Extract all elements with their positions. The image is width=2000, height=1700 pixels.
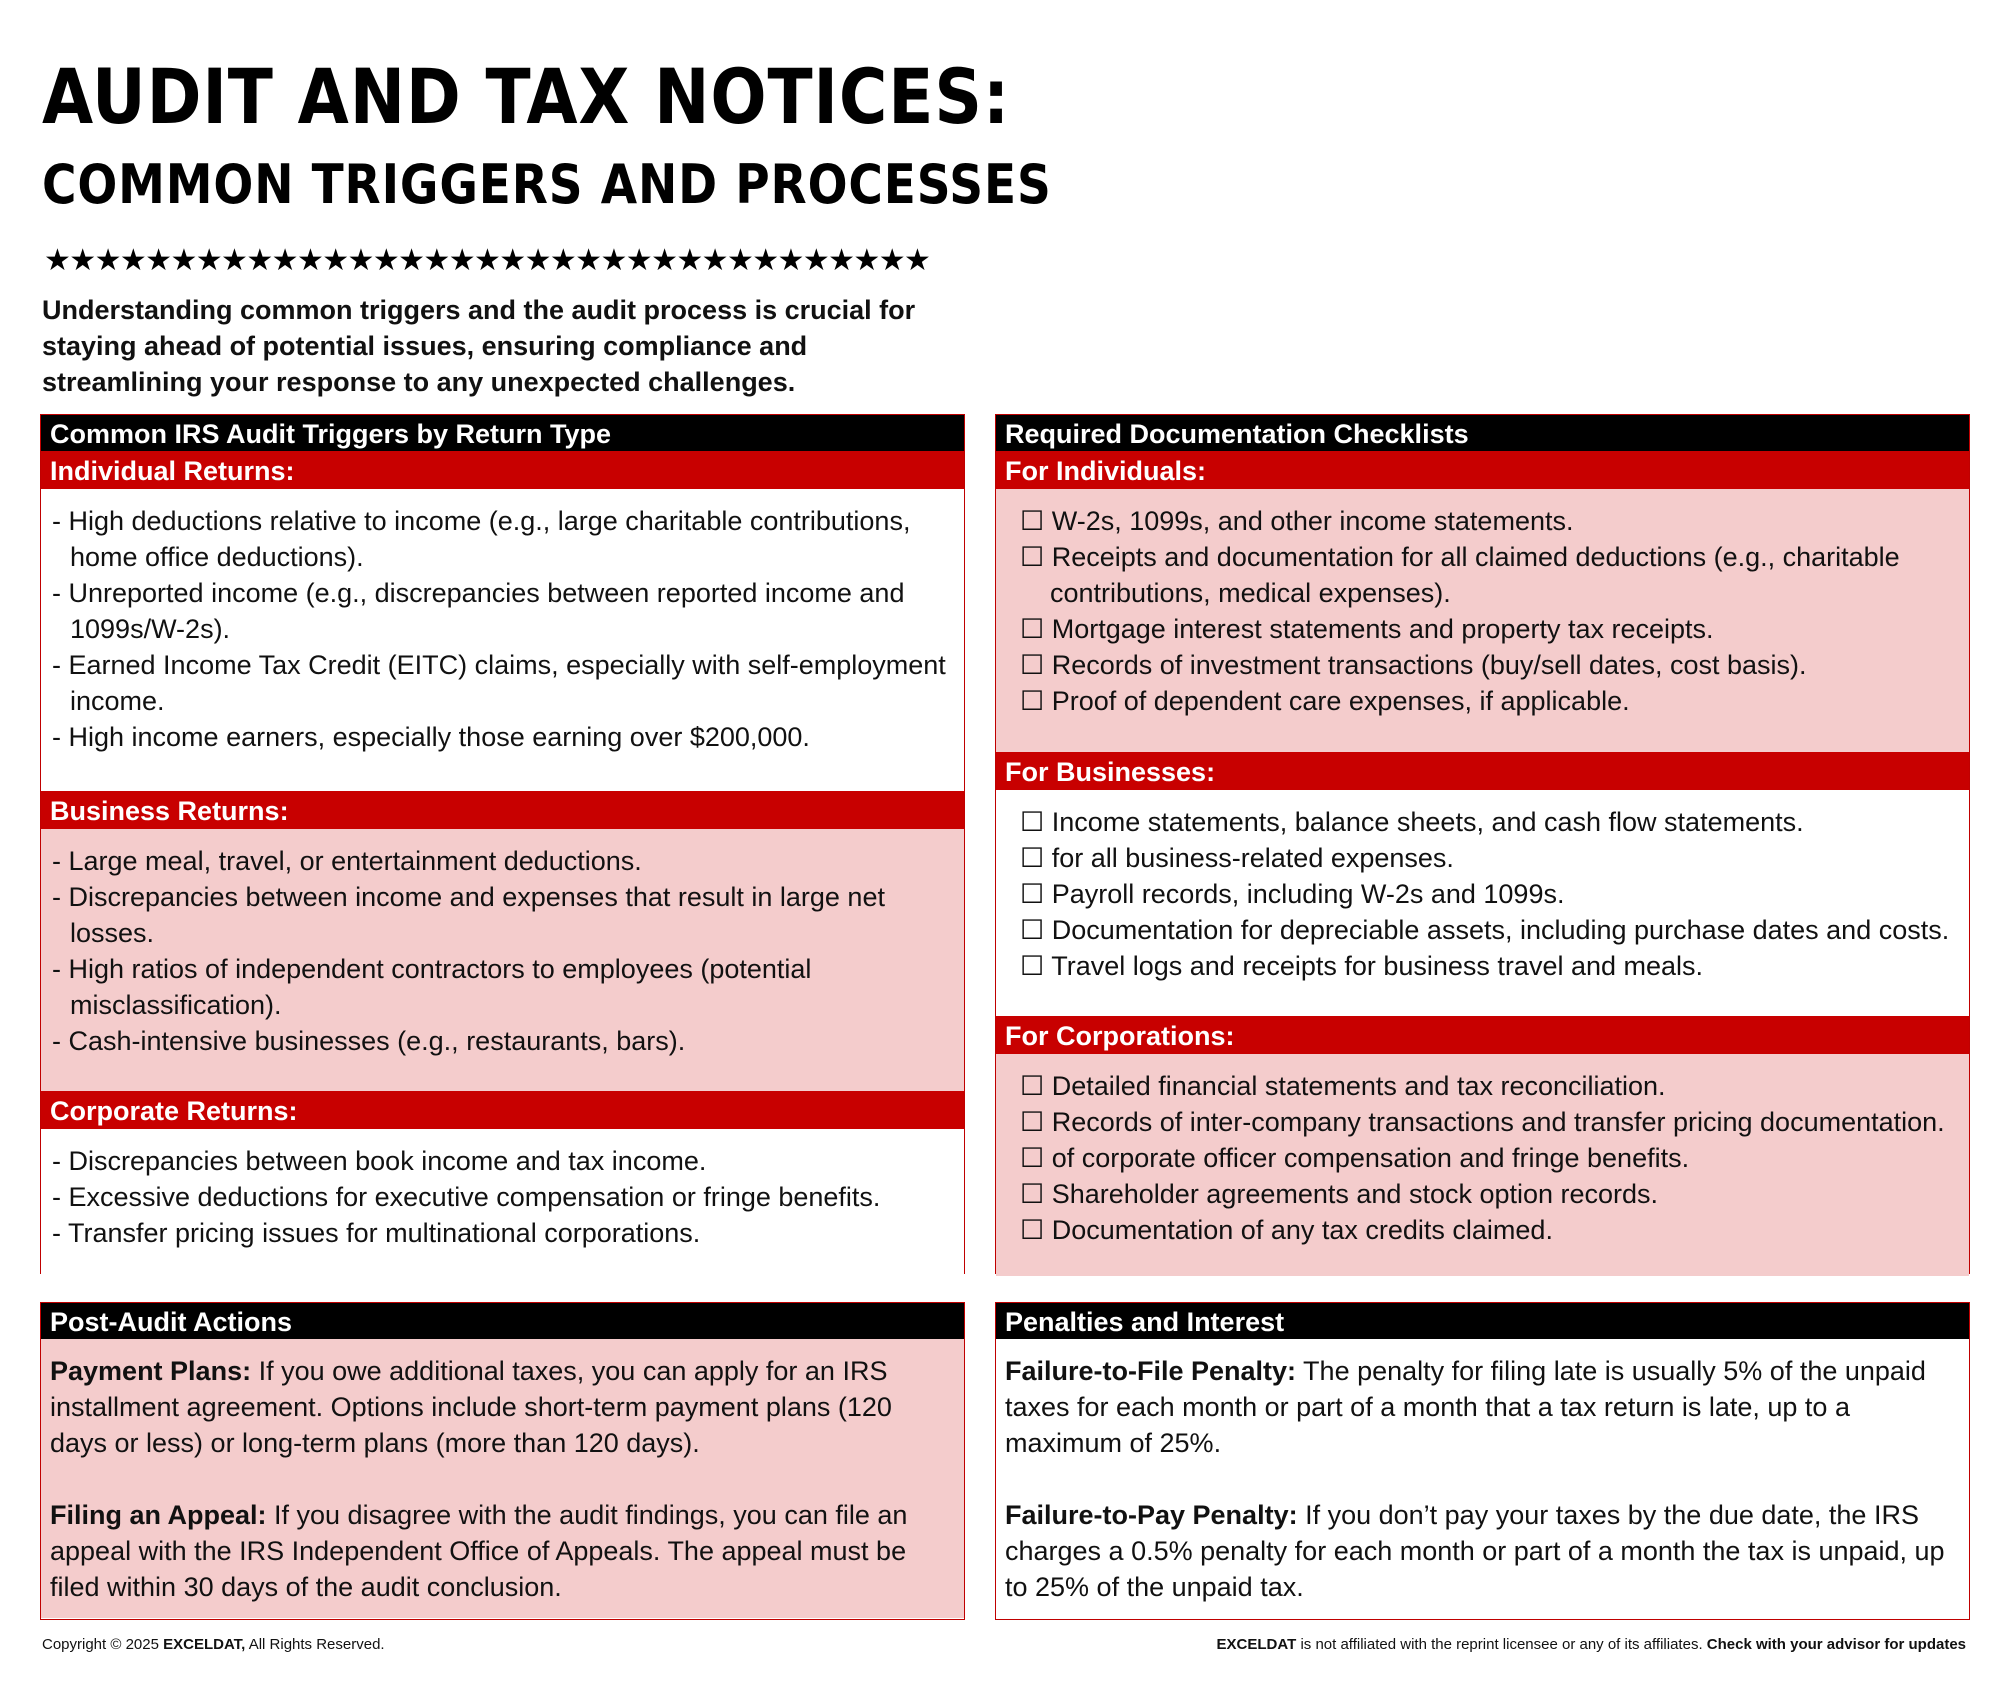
penalties-header: Penalties and Interest [996,1303,1969,1339]
documentation-header: Required Documentation Checklists [996,415,1969,451]
business-returns-section [41,829,964,1091]
checklist-item: ☐ Detailed financial statements and tax reconciliation. [1020,1071,1666,1101]
individual-returns-header: Individual Returns: [41,451,964,489]
failure-to-pay-paragraph [996,1497,1969,1605]
business-returns-header: Business Returns: [41,791,964,829]
failure-to-pay-label: Failure-to-Pay Penalty: [1005,1500,1298,1530]
for-businesses-section [996,790,1969,1016]
list-item: - High ratios of independent contractors to employees (potential misclassification). [52,954,812,1020]
penalties-body [996,1339,1969,1618]
checklist-item: ☐ Records of inter-company transactions and transfer pricing documentation. [1020,1107,1945,1137]
failure-to-file-paragraph [996,1353,1969,1461]
copyright-suffix: All Rights Reserved. [245,1636,385,1653]
corporate-returns-section [41,1129,964,1276]
for-businesses-header: For Businesses: [996,752,1969,790]
intro-paragraph: Understanding common triggers and the audit process is crucial for staying ahead of potential issues, ensuring compliance and streamlining your response to any unexpected challenges. [42,295,916,397]
checklist-item: ☐ W-2s, 1099s, and other income statements. [1020,506,1574,536]
checklist-item: ☐ Receipts and documentation for all claimed deductions (e.g., charitable contributions, medical expenses). [1020,542,1900,608]
post-audit-panel [40,1302,965,1620]
disclaimer-notice [1217,1635,1966,1655]
for-corporations-checklist [996,1068,1969,1248]
documentation-panel [995,414,1970,1274]
post-audit-body [41,1339,964,1618]
for-individuals-header: For Individuals: [996,451,1969,489]
for-individuals-section [996,489,1969,752]
copyright-prefix: Copyright © 2025 [42,1636,164,1653]
page-subtitle: COMMON TRIGGERS AND PROCESSES [42,153,1052,216]
for-businesses-checklist [996,804,1969,984]
payment-plans-label: Payment Plans: [50,1356,252,1386]
failure-to-pay-text: If you don’t pay your taxes by the due date, the IRS charges a 0.5% penalty for each month or part of a month the tax is unpaid, up to 25% of the unpaid tax. [1005,1500,1945,1602]
checklist-item: ☐ Travel logs and receipts for business travel and meals. [1020,951,1704,981]
individual-returns-list [41,503,964,755]
corporate-returns-header: Corporate Returns: [41,1091,964,1129]
list-item: - Earned Income Tax Credit (EITC) claims, especially with self-employment income. [52,650,946,716]
checklist-item: ☐ Documentation for depreciable assets, including purchase dates and costs. [1020,915,1950,945]
checklist-item: ☐ for all business-related expenses. [1020,843,1454,873]
checklist-item: ☐ Documentation of any tax credits claimed. [1020,1215,1553,1245]
filing-appeal-text: If you disagree with the audit findings, you can file an appeal with the IRS Independent Office of Appeals. The appeal must be filed within 30 days of the audit conclusion. [50,1500,908,1602]
for-corporations-header: For Corporations: [996,1016,1969,1054]
checklist-item: ☐ Proof of dependent care expenses, if applicable. [1020,686,1630,716]
footer-brand: EXCELDAT, [163,1636,246,1653]
penalties-panel [995,1302,1970,1620]
for-individuals-checklist [996,503,1969,719]
individual-returns-section [41,489,964,791]
star-divider: ★★★★★★★★★★★★★★★★★★★★★★★★★★★★★★★★★★★ [44,243,930,278]
list-item: - Discrepancies between book income and tax income. [52,1146,707,1176]
advisor-note: Check with your advisor for updates [1706,1636,1966,1653]
corporate-returns-list [41,1143,964,1251]
list-item: - Transfer pricing issues for multinational corporations. [52,1218,701,1248]
list-item: - High deductions relative to income (e.g., large charitable contributions, home office deductions). [52,506,911,572]
checklist-item: ☐ Shareholder agreements and stock option records. [1020,1179,1659,1209]
copyright-notice [42,1635,385,1655]
failure-to-file-text: The penalty for filing late is usually 5% of the unpaid taxes for each month or part of a month that a tax return is late, up to a maximum of 25%. [1005,1356,1926,1458]
page-title: AUDIT AND TAX NOTICES: [42,52,1011,141]
payment-plans-paragraph [41,1353,964,1461]
checklist-item: ☐ Mortgage interest statements and property tax receipts. [1020,614,1714,644]
for-corporations-section [996,1054,1969,1276]
filing-appeal-label: Filing an Appeal: [50,1500,267,1530]
audit-triggers-panel [40,414,965,1274]
payment-plans-text: If you owe additional taxes, you can apply for an IRS installment agreement. Options include short-term payment plans (120 days or less) or long-term plans (more than 120 days). [50,1356,892,1458]
checklist-item: ☐ Records of investment transactions (buy/sell dates, cost basis). [1020,650,1807,680]
checklist-item: ☐ of corporate officer compensation and fringe benefits. [1020,1143,1690,1173]
list-item: - High income earners, especially those earning over $200,000. [52,722,810,752]
disclaimer-text: is not affiliated with the reprint licensee or any of its affiliates. [1296,1636,1707,1653]
filing-appeal-paragraph [41,1497,964,1605]
list-item: - Cash-intensive businesses (e.g., restaurants, bars). [52,1026,686,1056]
list-item: - Large meal, travel, or entertainment deductions. [52,846,642,876]
failure-to-file-label: Failure-to-File Penalty: [1005,1356,1297,1386]
list-item: - Excessive deductions for executive compensation or fringe benefits. [52,1182,881,1212]
list-item: - Discrepancies between income and expenses that result in large net losses. [52,882,885,948]
disclaimer-brand: EXCELDAT [1216,1636,1297,1653]
checklist-item: ☐ Payroll records, including W-2s and 1099s. [1020,879,1565,909]
checklist-item: ☐ Income statements, balance sheets, and cash flow statements. [1020,807,1804,837]
list-item: - Unreported income (e.g., discrepancies between reported income and 1099s/W-2s). [52,578,905,644]
audit-triggers-header: Common IRS Audit Triggers by Return Type [41,415,964,451]
business-returns-list [41,843,964,1059]
post-audit-header: Post-Audit Actions [41,1303,964,1339]
